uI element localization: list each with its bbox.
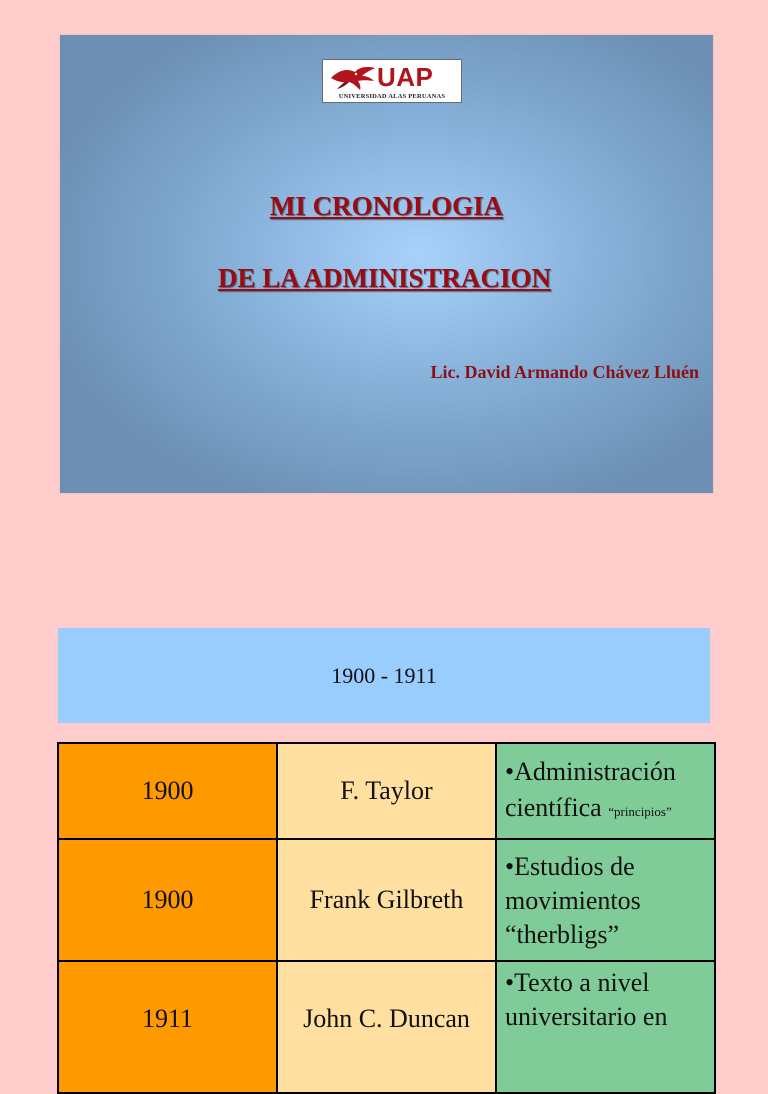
description-cell: [496, 839, 715, 961]
table-row: [58, 743, 715, 839]
period-label: 1900 - 1911: [331, 662, 437, 688]
description-cell: [496, 961, 715, 1093]
slide-title-line-1: MI CRONOLOGIA: [269, 191, 504, 221]
description-text: [497, 962, 714, 1042]
description-main: •Administración científica: [505, 757, 676, 822]
slide-title-line-2: DE LA ADMINISTRACION: [217, 263, 552, 293]
description-note: “principios”: [608, 804, 672, 819]
title-slide: [60, 35, 713, 493]
description-tail: “therbligs”: [505, 920, 620, 949]
table-row: [58, 961, 715, 1093]
description-cell: [496, 743, 715, 839]
description-main: •Texto a nivel universitario en: [505, 968, 668, 1031]
description-text: [497, 744, 714, 838]
name-cell: Frank Gilbreth: [277, 839, 496, 961]
logo-subtitle: UNIVERSIDAD ALAS PERUANAS: [338, 93, 446, 100]
uap-bird-logo-icon: [329, 64, 377, 92]
university-logo: [322, 59, 462, 103]
year-cell: 1900: [58, 839, 277, 961]
description-text: [497, 840, 714, 960]
description-main: •Estudios de movimientos: [505, 852, 641, 915]
timeline-table: [57, 742, 716, 1094]
name-cell: [277, 961, 496, 1093]
slide-author: Lic. David Armando Chávez Lluén: [430, 362, 699, 382]
name-text: John C. Duncan: [303, 1004, 470, 1033]
table-row: [58, 839, 715, 961]
year-cell: 1900: [58, 743, 277, 839]
year-text: 1911: [141, 1004, 194, 1033]
year-cell: [58, 961, 277, 1093]
name-cell: F. Taylor: [277, 743, 496, 839]
period-banner: [58, 628, 710, 723]
logo-wordmark: UAP: [377, 62, 434, 92]
